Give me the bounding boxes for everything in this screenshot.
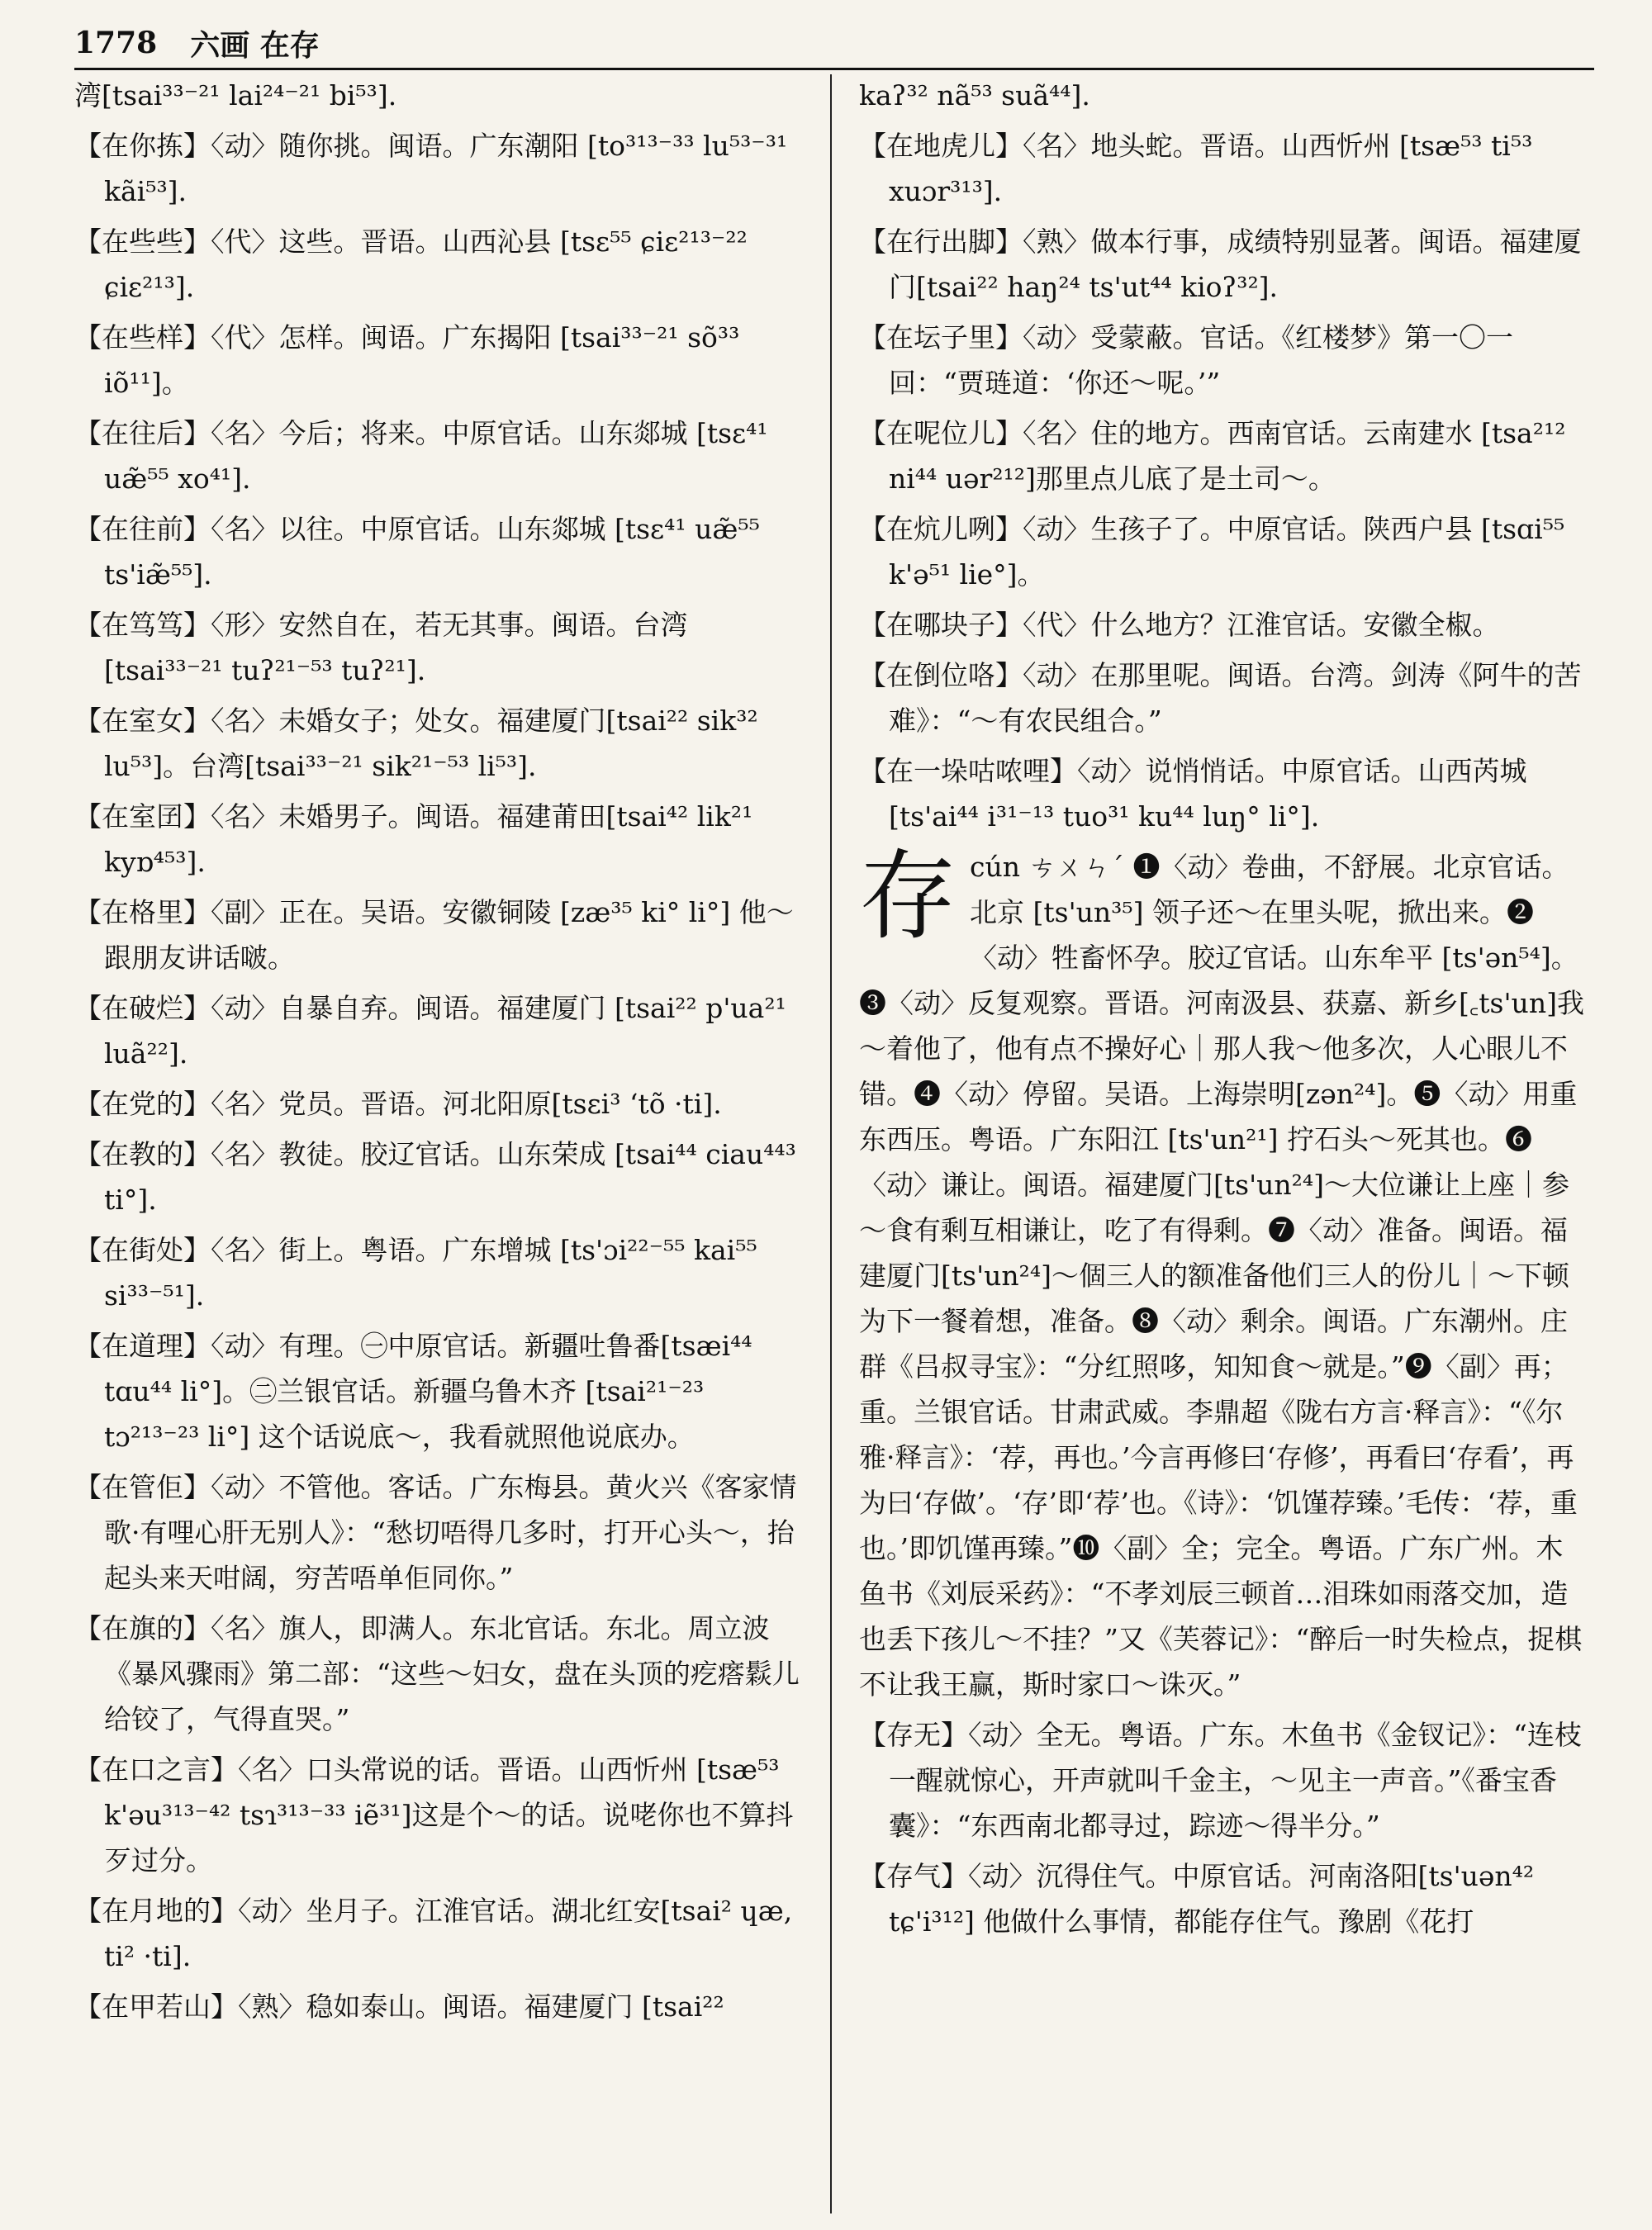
entry: 【在往前】〈名〉以往。中原官话。山东郯城 [tsɛ⁴¹ uæ̃⁵⁵ ts'iæ̃⁵⁵]. xyxy=(74,513,760,591)
entry: 【在月地的】〈动〉坐月子。江淮官话。湖北红安[tsai² ɥæ, ti² ·ti]. xyxy=(74,1895,793,1972)
entry: 【在道理】〈动〉有理。㊀中原官话。新疆吐鲁番[tsæi⁴⁴ tɑu⁴⁴ li°]。㊁兰银官话。新疆乌鲁木齐 [tsai²¹⁻²³ tɔ²¹³⁻²³ li°] 这个话说底～，我看就照他说底办。 xyxy=(74,1330,752,1453)
entry: 【在呢位儿】〈名〉住的地方。西南官话。云南建水 [tsa²¹² ni⁴⁴ uər²¹²]那里点儿底了是土司～。 xyxy=(859,417,1566,495)
entry: 【在倒位咯】〈动〉在那里呢。闽语。台湾。剑涛《阿牛的苦难》：“～有农民组合。” xyxy=(859,659,1582,737)
page-number: 1778 xyxy=(74,26,158,60)
entry: 【存气】〈动〉沉得住气。中原官话。河南洛阳[ts'uən⁴² tɕ'i³¹²] 他做什么事情，都能存住气。豫剧《花打 xyxy=(859,1860,1535,1938)
entry: 【在室囝】〈名〉未婚男子。闽语。福建莆田[tsai⁴² lik²¹ kyɒ⁴⁵³]. xyxy=(74,800,753,878)
entry: 【在笃笃】〈形〉安然自在，若无其事。闽语。台湾 [tsai³³⁻²¹ tuʔ²¹⁻⁵³ tuʔ²¹]. xyxy=(74,609,688,686)
entry: 【在些样】〈代〉怎样。闽语。广东揭阳 [tsai³³⁻²¹ sõ³³ iõ¹¹]。 xyxy=(74,321,740,399)
entry: 【在街处】〈名〉街上。粤语。广东增城 [ts'ɔi²²⁻⁵⁵ kai⁵⁵ si³³⁻⁵¹]. xyxy=(74,1234,757,1312)
entry: 【在破烂】〈动〉自暴自弃。闽语。福建厦门 [tsai²² p'ua²¹ luã²²]. xyxy=(74,992,786,1070)
entry: 【在党的】〈名〉党员。晋语。河北阳原[tsɛi³ ʻtõ ·ti]. xyxy=(74,1088,722,1120)
entry: 【在甲若山】〈熟〉稳如泰山。闽语。福建厦门 [tsai²² xyxy=(74,1990,724,2023)
section-title: 六画 在存 xyxy=(190,27,320,63)
entry: 【在行出脚】〈熟〉做本行事，成绩特别显著。闽语。福建厦门[tsai²² haŋ²⁴ ts'ut⁴⁴ kioʔ³²]. xyxy=(859,225,1582,303)
headword-entry xyxy=(859,839,1586,1707)
entry: 湾[tsai³³⁻²¹ lai²⁴⁻²¹ bi⁵³]. xyxy=(74,79,397,112)
entry: 【在哪块子】〈代〉什么地方？江淮官话。安徽全椒。 xyxy=(859,609,1500,641)
entry: 【在一垛咕哝哩】〈动〉说悄悄话。中原官话。山西芮城[ts'ai⁴⁴ i³¹⁻¹³ tuo³¹ ku⁴⁴ luŋ° li°]. xyxy=(859,755,1527,833)
header-rule xyxy=(74,68,1594,70)
entry: 【存无】〈动〉全无。粤语。广东。木鱼书《金钗记》：“连枝一醒就惊心，开声就叫千金主，～见主一声音。”《番宝香囊》：“东西南北都寻过，踪迹～得半分。” xyxy=(859,1719,1582,1842)
left-column xyxy=(74,73,801,2212)
entry: 【在你拣】〈动〉随你挑。闽语。广东潮阳 [to³¹³⁻³³ lu⁵³⁻³¹ kãi⁵³]. xyxy=(74,130,788,207)
entry: 【在旗的】〈名〉旗人，即满人。东北官话。东北。周立波《暴风骤雨》第二部：“这些～妇女，盘在头顶的疙瘩鬏儿给铰了，气得直哭。” xyxy=(74,1612,800,1735)
headword-definition: cún ㄘㄨㄣˊ ❶〈动〉卷曲，不舒展。北京官话。北京 [ts'un³⁵] 领子还～在里头呢，掀出来。❷〈动〉牲畜怀孕。胶辽官话。山东牟平 [ts'ən⁵⁴]。❸〈动〉反复观察。晋语。河南汲县、获嘉、新乡[꜀ts'un]我～着他了，他有点不操好心｜那人我～他多次，人心眼儿不错。❹〈动〉停留。吴语。上海崇明[zən²⁴]。❺〈动〉用重东西压。粤语。广东阳江 [ts'un²¹] 拧石头～死其也。❻〈动〉谦让。闽语。福建厦门[ts'un²⁴]～大位谦让上座｜参～食有剩互相谦让，吃了有得剩。❼〈动〉准备。闽语。福建厦门[ts'un²⁴]～個三人的额准备他们三人的份儿｜～下顿为下一餐着想，准备。❽〈动〉剩余。闽语。广东潮州。庄群《吕叔寻宝》：“分红照哆，知知食～就是。”❾〈副〉再；重。兰银官话。甘肃武威。李鼎超《陇右方言·释言》：“《尔雅·释言》：‘荐，再也。’今言再修曰‘存修’，再看曰‘存看’，再为曰‘存做’。‘存’即‘荐’也。《诗》：‘饥馑荐臻。’毛传：‘荐，重也。’即饥馑再臻。”❿〈副〉全；完全。粤语。广东广州。木鱼书《刘辰采药》：“不孝刘辰三顿首…泪珠如雨落交加，造也丢下孩儿～不挂？”又《芙蓉记》：“醉后一时失检点，捉棋不让我王赢，斯时家口～诛灭。” xyxy=(859,851,1584,1701)
right-column xyxy=(859,73,1586,2212)
page-header xyxy=(74,18,1594,68)
entry: 【在些些】〈代〉这些。晋语。山西沁县 [tsɛ⁵⁵ ɕiɛ²¹³⁻²² ɕiɛ²¹³]. xyxy=(74,225,748,303)
entry: 【在室女】〈名〉未婚女子；处女。福建厦门[tsai²² sik³² lu⁵³]。台湾[tsai³³⁻²¹ sik²¹⁻⁵³ li⁵³]. xyxy=(74,705,758,782)
entry: 【在坛子里】〈动〉受蒙蔽。官话。《红楼梦》第一〇一回：“贾琏道：‘你还～呢。’” xyxy=(859,321,1513,399)
headword-char: 存 xyxy=(859,839,957,953)
entry: 【在往后】〈名〉今后；将来。中原官话。山东郯城 [tsɛ⁴¹ uæ̃⁵⁵ xo⁴¹]. xyxy=(74,417,768,495)
column-divider xyxy=(830,74,832,2213)
entry: kaʔ³² nã⁵³ suã⁴⁴]. xyxy=(859,79,1090,112)
entry: 【在地虎儿】〈名〉地头蛇。晋语。山西忻州 [tsæ⁵³ ti⁵³ xuɔr³¹³]. xyxy=(859,130,1533,207)
entry: 【在管佢】〈动〉不管他。客话。广东梅县。黄火兴《客家情歌·有哩心肝无别人》：“愁切唔得几多时，打开心头～，抬起头来天咁阔，穷苦唔单佢同你。” xyxy=(74,1471,797,1594)
entry: 【在格里】〈副〉正在。吴语。安徽铜陵 [zæ³⁵ ki° li°] 他～跟朋友讲话啵。 xyxy=(74,896,794,974)
entry: 【在教的】〈名〉教徒。胶辽官话。山东荣成 [tsai⁴⁴ ciau⁴⁴³ ti°]. xyxy=(74,1138,796,1216)
entry: 【在口之言】〈名〉口头常说的话。晋语。山西忻州 [tsæ⁵³ k'əu³¹³⁻⁴² tsɿ³¹³⁻³³ iẽ³¹]这是个～的话。说咾你也不算抖歹过分。 xyxy=(74,1753,794,1877)
entry: 【在炕儿咧】〈动〉生孩子了。中原官话。陕西户县 [tsɑi⁵⁵ k'ə⁵¹ lie°]。 xyxy=(859,513,1565,591)
